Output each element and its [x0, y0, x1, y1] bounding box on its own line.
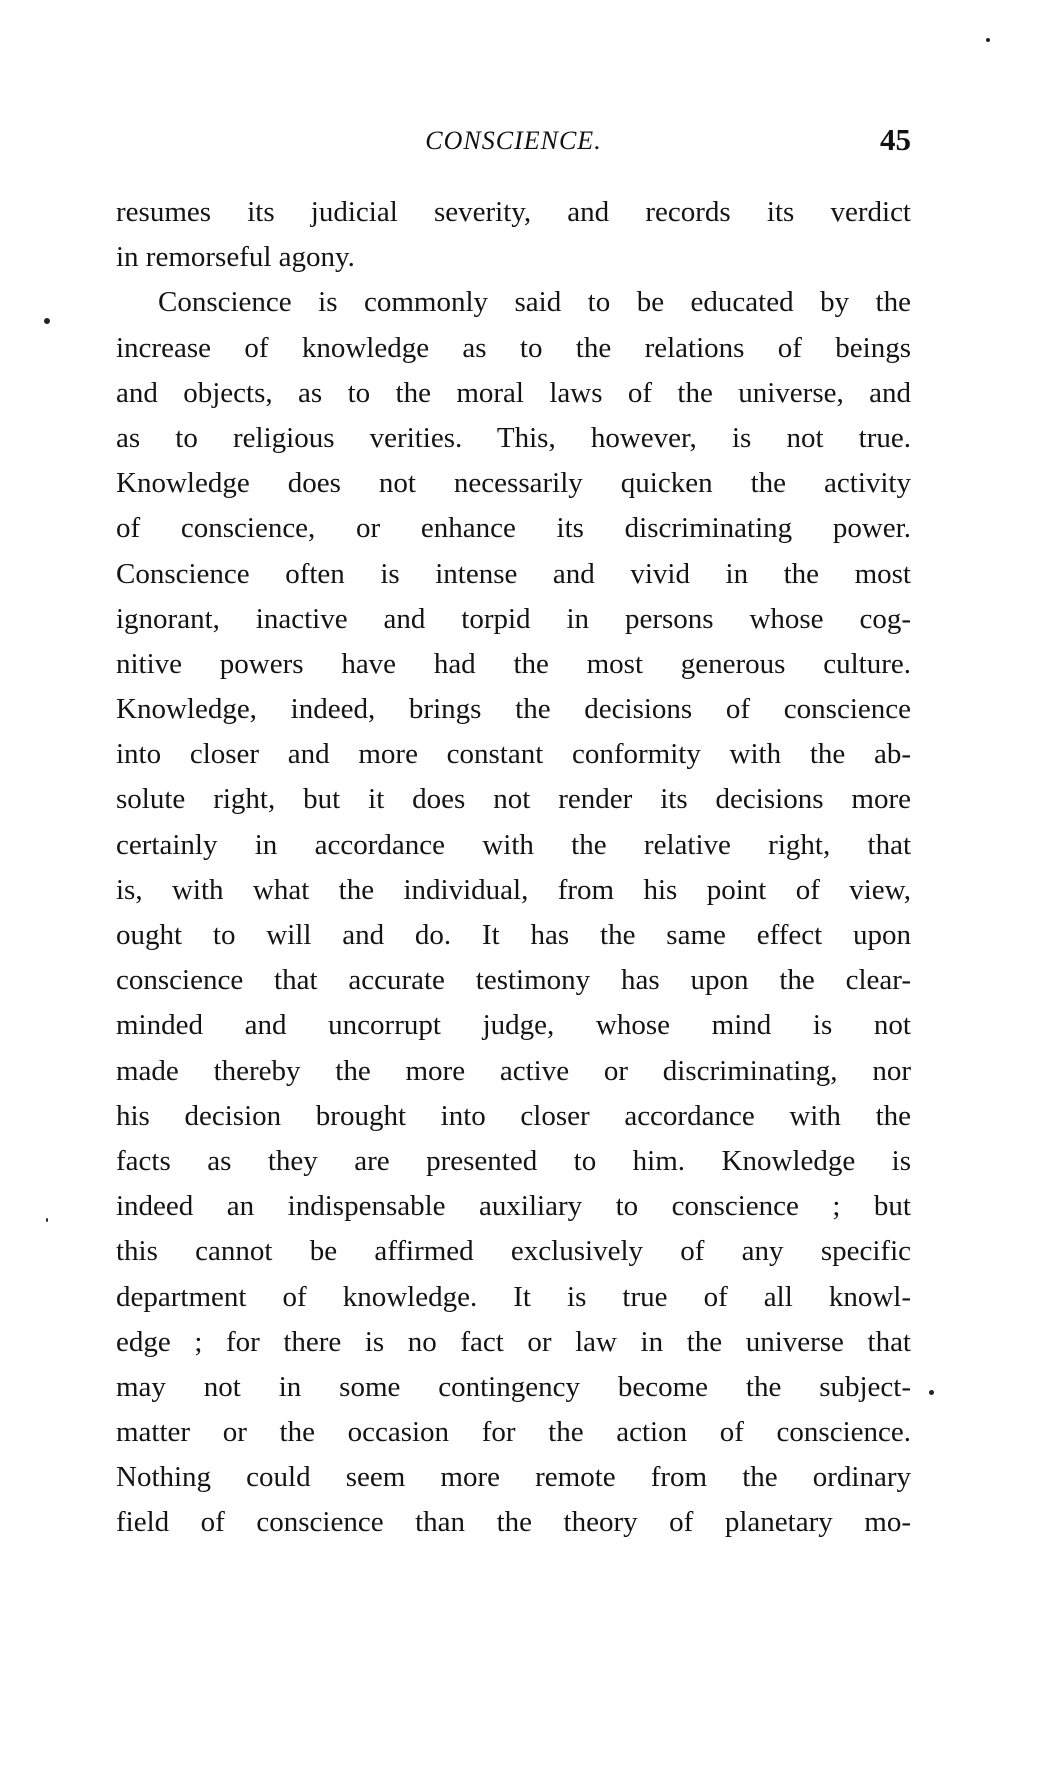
page-number: 45 [880, 122, 911, 157]
text-line: Knowledge does not necessarily quicken the activity [116, 467, 911, 500]
text-line: his decision brought into closer accordance with the [116, 1099, 911, 1132]
text-line: conscience that accurate testimony has upon the clear- [116, 964, 911, 997]
text-line: field of conscience than the theory of planetary mo- [116, 1506, 911, 1539]
text-line: facts as they are presented to him. Knowledge is [116, 1144, 911, 1177]
running-head [116, 122, 911, 162]
text-line: solute right, but it does not render its decisions more [116, 783, 911, 816]
text-line: Nothing could seem more remote from the ordinary [116, 1461, 911, 1494]
body-text [116, 190, 911, 1546]
text-line: Conscience is commonly said to be educated by the [158, 286, 911, 319]
text-line: indeed an indispensable auxiliary to conscience ; but [116, 1190, 911, 1223]
scan-speck [986, 38, 990, 42]
text-line: is, with what the individual, from his point of view, [116, 873, 911, 906]
scan-speck [929, 1390, 934, 1395]
running-title: CONSCIENCE. [425, 126, 602, 155]
text-line: ought to will and do. It has the same effect upon [116, 919, 911, 951]
text-line: ignorant, inactive and torpid in persons whose cog- [116, 602, 911, 635]
scan-speck [44, 318, 50, 324]
scan-speck [46, 1218, 48, 1222]
text-line: department of knowledge. It is true of all knowl- [116, 1280, 911, 1313]
text-line: into closer and more constant conformity with the ab- [116, 738, 911, 771]
text-line: matter or the occasion for the action of conscience. [116, 1416, 911, 1449]
text-line: nitive powers have had the most generous culture. [116, 647, 911, 680]
text-line: Conscience often is intense and vivid in the most [116, 557, 911, 590]
text-line: edge ; for there is no fact or law in the universe that [116, 1325, 911, 1358]
text-line: in remorseful agony. [116, 241, 355, 274]
text-line: resumes its judicial severity, and records its verdict [116, 196, 911, 228]
text-line: and objects, as to the moral laws of the universe, and [116, 376, 911, 409]
text-line: this cannot be affirmed exclusively of any specific [116, 1235, 911, 1268]
text-line: minded and uncorrupt judge, whose mind is not [116, 1009, 911, 1042]
text-line: as to religious verities. This, however, is not true. [116, 421, 911, 454]
text-line: increase of knowledge as to the relations of beings [116, 331, 911, 364]
text-line: of conscience, or enhance its discriminating power. [116, 512, 911, 545]
text-line: certainly in accordance with the relative right, that [116, 828, 911, 861]
text-line: made thereby the more active or discriminating, nor [116, 1054, 911, 1087]
text-line: Knowledge, indeed, brings the decisions of conscience [116, 693, 911, 726]
text-line: may not in some contingency become the subject- [116, 1370, 911, 1403]
